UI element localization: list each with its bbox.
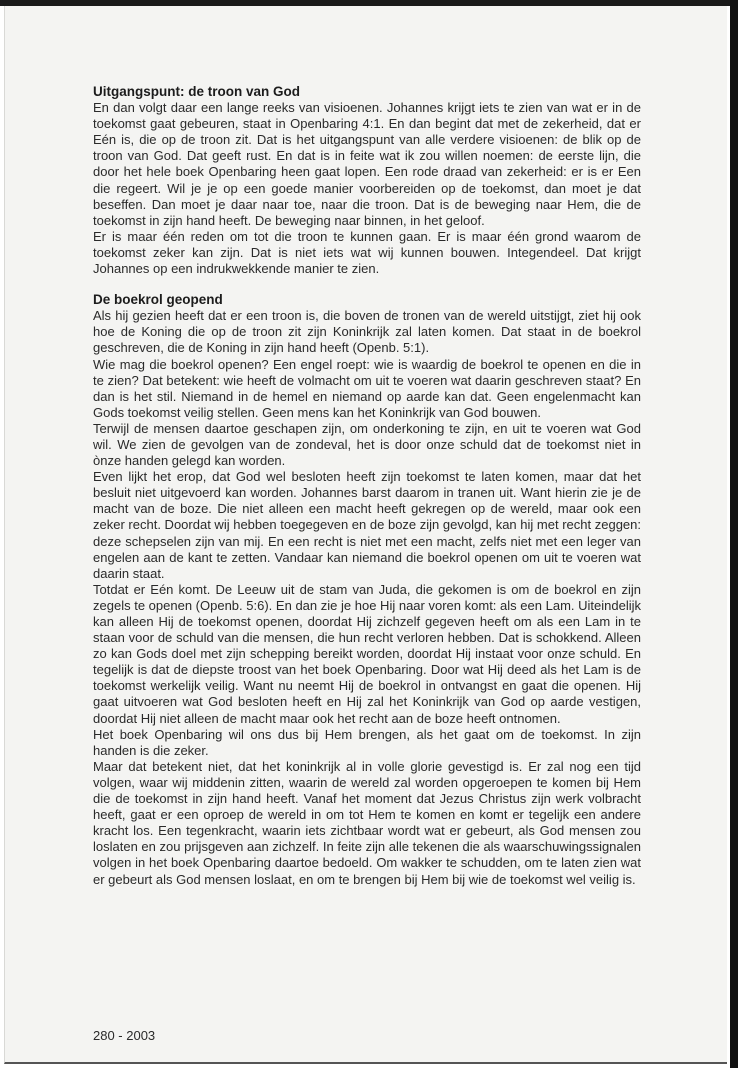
paragraph: Totdat er Eén komt. De Leeuw uit de stam van Juda, die gekomen is om de boekrol en zijn zegels te openen (Openb. 5:6). En dan zie je hoe Hij naar voren komt: als een Lam. Uiteindelijk kan alleen Hij de toekomst openen, doordat Hij zichzelf gegeven heeft om als een Lam in te staan voor de schuld van die mensen, die hun recht verloren hebben. Dat is schokkend. Alleen zo kan Gods doel met zijn schepping bereikt worden, doordat Hij instaat voor onze schuld. En tegelijk is dat de diepste troost van het boek Openbaring. Door wat Hij deed als het Lam is de toekomst werkelijk veilig. Want nu neemt Hij de boekrol in ontvangst en gaat die openen. Hij gaat uitvoeren wat God besloten heeft en Hij zal het Koninkrijk van God op aarde vestigen, doordat Hij niet alleen de macht maar ook het recht aan de boze heeft ontnomen. <box>93 581 641 726</box>
page-number: 280 - 2003 <box>93 1028 156 1043</box>
paragraph: Even lijkt het erop, dat God wel besloten heeft zijn toekomst te laten komen, maar dat het besluit niet uitgevoerd kan worden. Johannes barst daarom in tranen uit. Want hierin zie je de macht van de boze. Die niet alleen een macht heeft gekregen op de wereld, maar ook een zeker recht. Doordat wij hebben toegegeven en de boze zijn gevolgd, kan hij met recht zeggen: deze schepselen zijn van mij. En een recht is niet met een macht, zelfs niet met een leger van engelen aan de kant te zetten. Vandaar kan niemand die boekrol openen om uit te voeren wat daarin staat. <box>93 469 641 581</box>
paragraph: En dan volgt daar een lange reeks van visioenen. Johannes krijgt iets te zien van wat er in de toekomst gaat gebeuren, staat in Openbaring 4:1. En dan begint dat met de zekerheid, dat er Eén is, die op de troon zit. Dat is het uitgangspunt van alle verdere visioenen: de blik op de troon van God. Dat geeft rust. En dat is in feite wat ik zou willen noemen: de eerste lijn, die door het hele boek Openbaring heen gaat lopen. Een rode draad van zekerheid: er is er Een die regeert. Wil je je op een goede manier voorbereiden op de toekomst, dan moet je dat beseffen. Dan moet je daar naar toe, naar die troon. Dat is de beweging naar Hem, die de toekomst in zijn hand heeft. De beweging naar binnen, in het geloof. <box>93 100 641 228</box>
section-gap <box>93 277 641 292</box>
section-heading-troon: Uitgangspunt: de troon van God <box>93 84 300 99</box>
paragraph: Als hij gezien heeft dat er een troon is, die boven de tronen van de wereld uitstijgt, ziet hij ook hoe de Koning die op de troon zit zijn Koninkrijk zal laten komen. Dat staat in de boekrol geschreven, die de Koning in zijn hand heeft (Openb. 5:1). <box>93 308 641 356</box>
section-heading-boekrol: De boekrol geopend <box>93 292 223 308</box>
article-body <box>93 84 641 888</box>
scan-right-border <box>730 0 738 1068</box>
paragraph: Wie mag die boekrol openen? Een engel roept: wie is waardig de boekrol te openen en die in te zien? Dat betekent: wie heeft de volmacht om uit te voeren wat daarin geschreven staat? En dan is het stil. Niemand in de hemel en niemand op aarde kan dat. Geen engelenmacht kan Gods toekomst veilig stellen. Geen mens kan het Koninkrijk van God bouwen. <box>93 356 641 420</box>
paragraph: Er is maar één reden om tot die troon te kunnen gaan. Er is maar één grond waarom de toekomst zeker kan zijn. Dat is niet iets wat wij kunnen bouwen. Integendeel. Dat krijgt Johannes op een indrukwekkende manier te zien. <box>93 228 641 277</box>
page-sheet <box>4 6 727 1064</box>
paragraph: Het boek Openbaring wil ons dus bij Hem brengen, als het gaat om de toekomst. In zijn handen is die zeker. <box>93 726 641 758</box>
paragraph: Maar dat betekent niet, dat het koninkrijk al in volle glorie gevestigd is. Er zal nog een tijd volgen, waar wij middenin zitten, waarin de wereld zal worden opgeroepen te komen bij Hem die de toekomst in zijn hand heeft. Vanaf het moment dat Jezus Christus zijn werk volbracht heeft, gaat er een oproep de wereld in om tot Hem te komen en komt er tegelijk een andere kracht los. Een tegenkracht, waarin iets zichtbaar wordt wat er gebeurt, als God mensen zou loslaten en zou prijsgeven aan zichzelf. In feite zijn alle tekenen die als waarschuwingssignalen volgen in het boek Openbaring daartoe bedoeld. Om wakker te schudden, om te laten zien wat er gebeurt als God mensen loslaat, en om te brengen bij Hem bij wie de toekomst wel veilig is. <box>93 758 641 887</box>
paragraph: Terwijl de mensen daartoe geschapen zijn, om onderkoning te zijn, en uit te voeren wat God wil. We zien de gevolgen van de zondeval, het is door onze schuld dat de toekomst niet in ònze handen gelegd kan worden. <box>93 420 641 469</box>
